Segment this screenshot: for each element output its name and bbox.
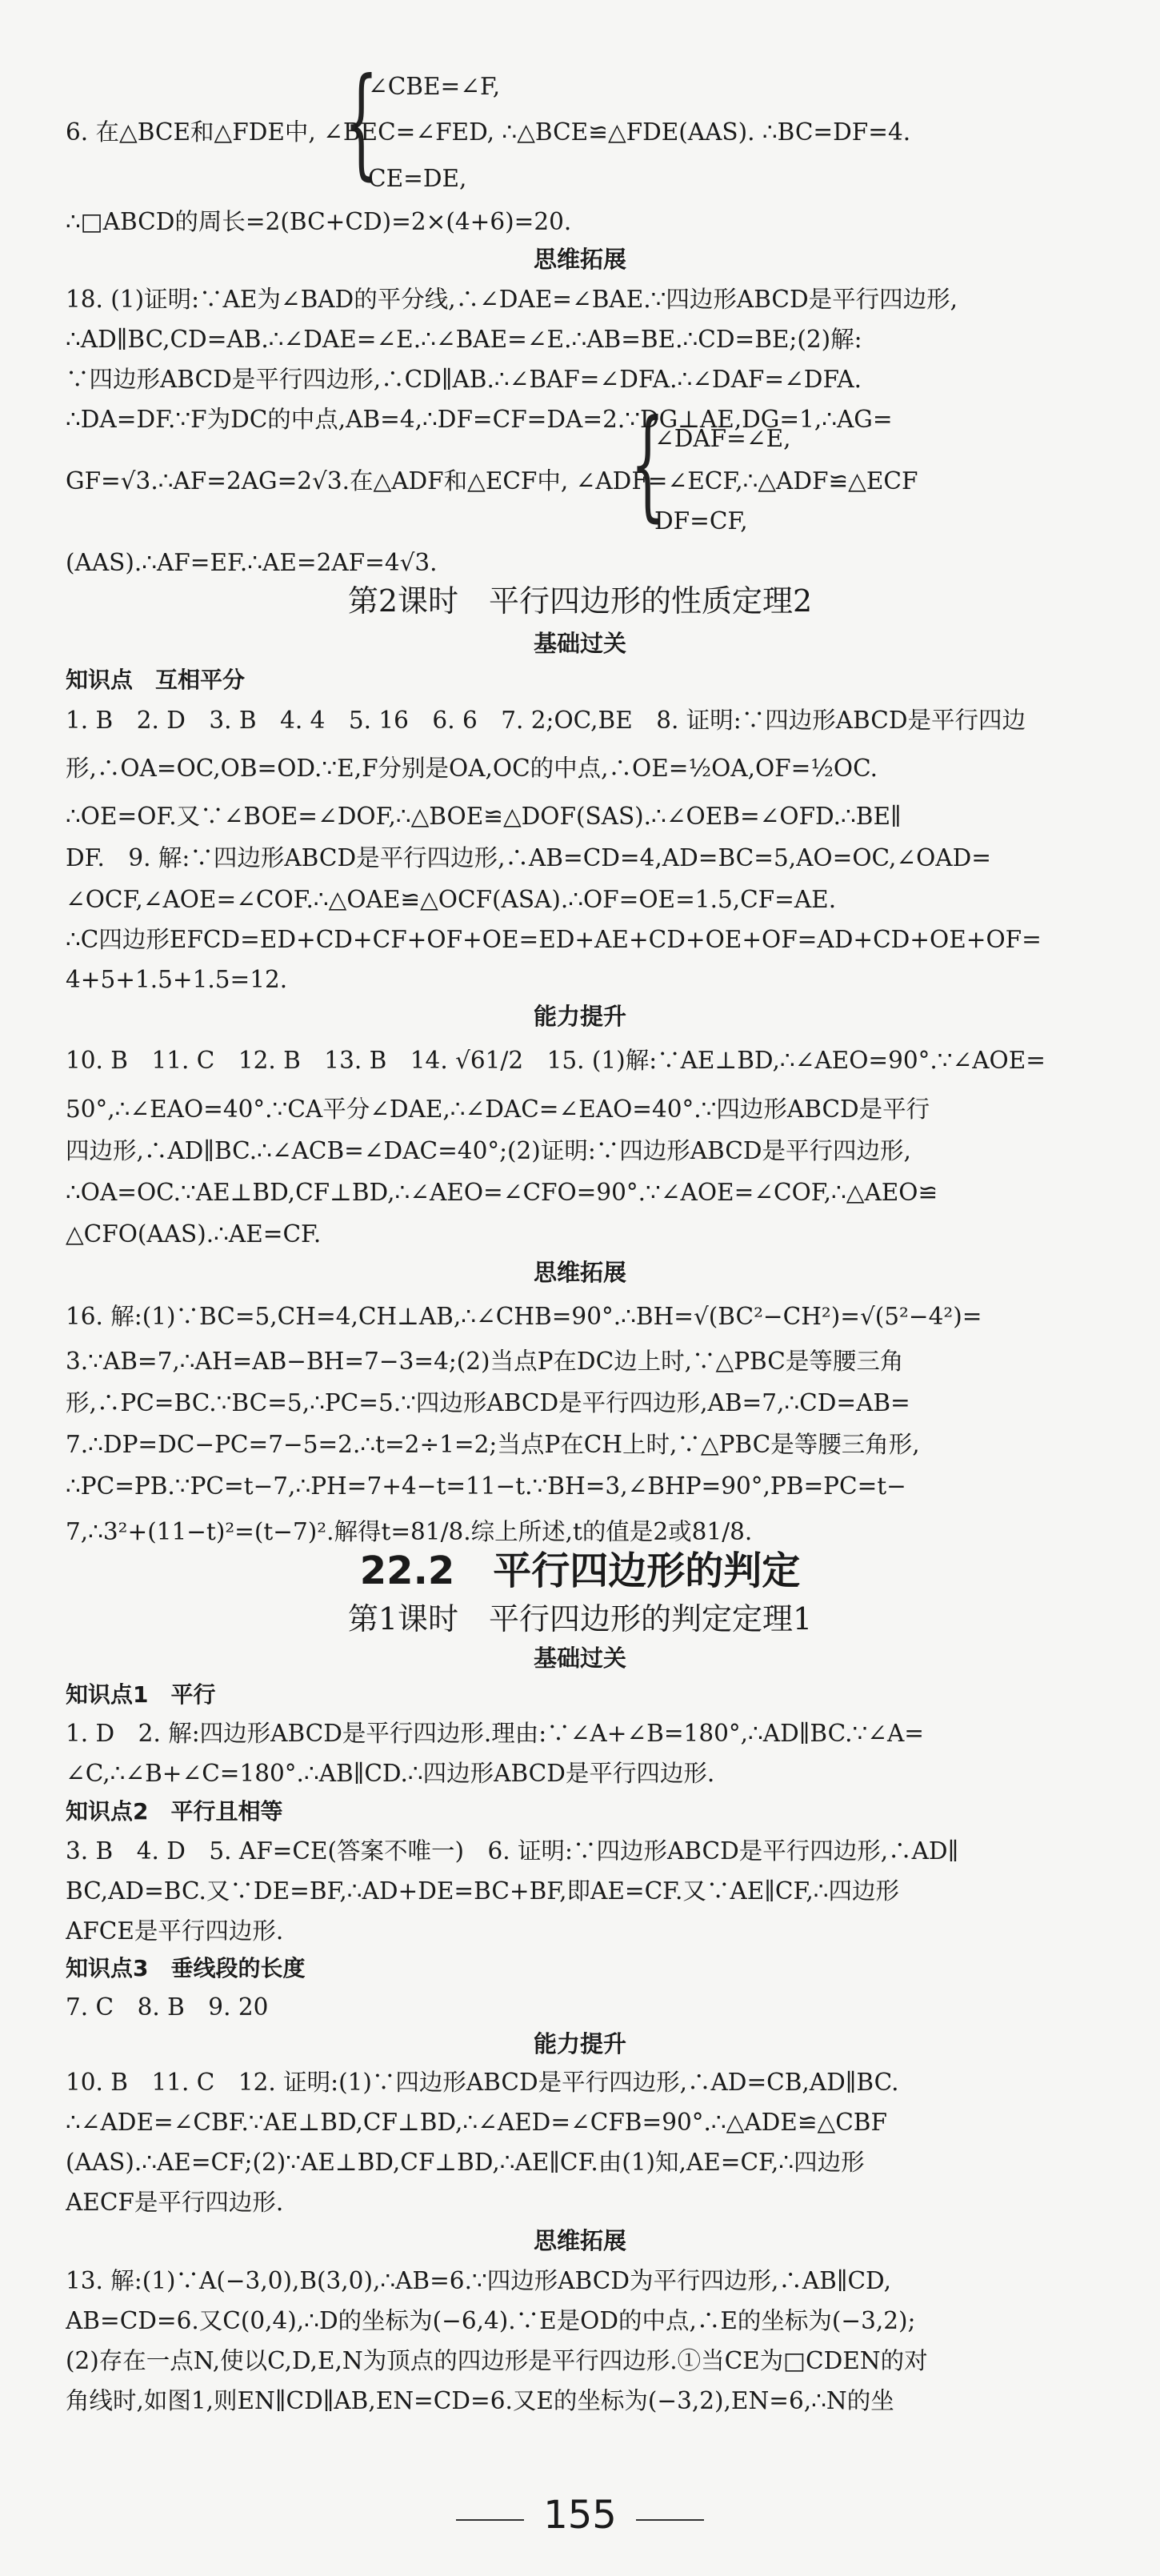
text-line: 10. B 11. C 12. 证明:(1)∵四边形ABCD是平行四边形,∴AD=CB,AD∥BC. — [66, 2069, 899, 2096]
section-heading: 思维拓展 — [533, 1259, 626, 1286]
text-line: 7. C 8. B 9. 20 — [66, 1993, 269, 2021]
text-line: ∠C,∴∠B+∠C=180°.∴AB∥CD.∴四边形ABCD是平行四边形. — [66, 1760, 715, 1787]
text-line: (AAS).∴AE=CF;(2)∵AE⊥BD,CF⊥BD,∴AE∥CF.由(1)知,AE=CF,∴四边形 — [66, 2149, 865, 2176]
text-line: 16. 解:(1)∵BC=5,CH=4,CH⊥AB,∴∠CHB=90°.∴BH=√(BC²−CH²)=√(5²−4²)= — [66, 1303, 982, 1330]
text-line: 10. B 11. C 12. B 13. B 14. √61/2 15. (1)解:∵AE⊥BD,∴∠AEO=90°.∵∠AOE= — [66, 1047, 1046, 1074]
text-line: ∴C四边形EFCD=ED+CD+CF+OF+OE=ED+AE+CD+OE+OF=AD+CD+OE+OF= — [66, 926, 1042, 953]
text-line: 1. D 2. 解:四边形ABCD是平行四边形.理由:∵∠A+∠B=180°,∴AD∥BC.∵∠A= — [66, 1720, 924, 1747]
text-line: DF=CF, — [654, 507, 748, 535]
chapter-title: 22.2 平行四边形的判定 — [359, 1548, 801, 1593]
text-line: AB=CD=6.又C(0,4),∴D的坐标为(−6,4).∵E是OD的中点,∴E的坐标为(−3,2); — [66, 2307, 916, 2334]
text-line: 13. 解:(1)∵A(−3,0),B(3,0),∴AB=6.∵四边形ABCD为平行四边形,∴AB∥CD, — [66, 2267, 892, 2294]
lesson-title: 第1课时 平行四边形的判定定理1 — [347, 1601, 813, 1637]
knowledge-point: 知识点3 垂线段的长度 — [66, 1955, 306, 1981]
section-heading: 思维拓展 — [533, 246, 626, 273]
text-line: ∠CBE=∠F, — [368, 73, 501, 100]
section-heading: 思维拓展 — [533, 2227, 626, 2254]
text-line: ∴DA=DF.∵F为DC的中点,AB=4,∴DF=CF=DA=2.∵DG⊥AE,DG=1,∴AG= — [66, 406, 893, 433]
section-heading: 能力提升 — [533, 2030, 626, 2057]
text-line: 形,∴PC=BC.∵BC=5,∴PC=5.∵四边形ABCD是平行四边形,AB=7,∴CD=AB= — [66, 1389, 910, 1416]
knowledge-point: 知识点1 平行 — [66, 1681, 216, 1708]
text-line: ∴∠ADE=∠CBF.∵AE⊥BD,CF⊥BD,∴∠AED=∠CFB=90°.∴△ADE≌△CBF — [66, 2109, 887, 2136]
text-line: △CFO(AAS).∴AE=CF. — [66, 1220, 322, 1248]
text-line: 7.∴DP=DC−PC=7−5=2.∴t=2÷1=2;当点P在CH上时,∵△PBC是等腰三角形, — [66, 1431, 920, 1458]
text-line: ∠DAF=∠E, — [654, 425, 791, 452]
text-line: (2)存在一点N,使以C,D,E,N为顶点的四边形是平行四边形.①当CE为□CDEN的对 — [66, 2347, 928, 2374]
text-line: 3.∵AB=7,∴AH=AB−BH=7−3=4;(2)当点P在DC边上时,∵△PBC是等腰三角 — [66, 1348, 904, 1375]
text-line: 四边形,∴AD∥BC.∴∠ACB=∠DAC=40°;(2)证明:∵四边形ABCD是平行四边形, — [66, 1137, 911, 1164]
text-line: 50°,∴∠EAO=40°.∵CA平分∠DAE,∴∠DAC=∠EAO=40°.∵四边形ABCD是平行 — [66, 1096, 930, 1123]
section-heading: 基础过关 — [533, 1645, 626, 1672]
text-line: ∴OA=OC.∵AE⊥BD,CF⊥BD,∴∠AEO=∠CFO=90°.∵∠AOE=∠COF,∴△AEO≌ — [66, 1179, 938, 1206]
lesson-title: 第2课时 平行四边形的性质定理2 — [347, 583, 813, 619]
text-line: ∵四边形ABCD是平行四边形,∴CD∥AB.∴∠BAF=∠DFA.∴∠DAF=∠DFA. — [66, 366, 862, 393]
text-line: GF=√3.∴AF=2AG=2√3.在△ADF和△ECF中, ∠ADF=∠ECF,∴△ADF≌△ECF — [66, 467, 918, 495]
page-number-rule-right — [636, 2519, 704, 2521]
section-heading: 基础过关 — [533, 630, 626, 657]
page-number: 155 — [543, 2493, 617, 2538]
text-line: AECF是平行四边形. — [66, 2189, 284, 2216]
text-line: DF. 9. 解:∵四边形ABCD是平行四边形,∴AB=CD=4,AD=BC=5,AO=OC,∠OAD= — [66, 844, 991, 871]
knowledge-point: 知识点2 平行且相等 — [66, 1798, 283, 1825]
text-line: 4+5+1.5+1.5=12. — [66, 966, 288, 993]
brace-system-1: { — [344, 53, 378, 192]
text-line: ∴OE=OF.又∵∠BOE=∠DOF,∴△BOE≌△DOF(SAS).∴∠OEB=∠OFD.∴BE∥ — [66, 803, 902, 830]
text-line: 1. B 2. D 3. B 4. 4 5. 16 6. 6 7. 2;OC,BE 8. 证明:∵四边形ABCD是平行四边 — [66, 707, 1026, 734]
text-line: AFCE是平行四边形. — [66, 1917, 284, 1945]
section-heading: 能力提升 — [533, 1003, 626, 1030]
text-line: ∴PC=PB.∵PC=t−7,∴PH=7+4−t=11−t.∵BH=3,∠BHP=90°,PB=PC=t− — [66, 1472, 906, 1500]
text-line: CE=DE, — [368, 165, 467, 192]
text-line: ∠OCF,∠AOE=∠COF.∴△OAE≌△OCF(ASA).∴OF=OE=1.5,CF=AE. — [66, 886, 837, 913]
text-line: 7,∴3²+(11−t)²=(t−7)².解得t=81/8.综上所述,t的值是2或81/8. — [66, 1518, 753, 1545]
text-line: ∴□ABCD的周长=2(BC+CD)=2×(4+6)=20. — [66, 208, 572, 235]
text-line: 形,∴OA=OC,OB=OD.∵E,F分别是OA,OC的中点,∴OE=½OA,OF=½OC. — [66, 755, 878, 782]
text-line: 6. 在△BCE和△FDE中, ∠BEC=∠FED, ∴△BCE≌△FDE(AAS). ∴BC=DF=4. — [66, 118, 911, 146]
text-line: BC,AD=BC.又∵DE=BF,∴AD+DE=BC+BF,即AE=CF.又∵AE∥CF,∴四边形 — [66, 1877, 899, 1905]
knowledge-point: 知识点 互相平分 — [66, 667, 246, 693]
text-line: (AAS).∴AF=EF.∴AE=2AF=4√3. — [66, 549, 438, 576]
text-line: ∴AD∥BC,CD=AB.∴∠DAE=∠E.∴∠BAE=∠E.∴AB=BE.∴CD=BE;(2)解: — [66, 326, 862, 353]
brace-system-2: { — [630, 395, 665, 534]
text-line: 角线时,如图1,则EN∥CD∥AB,EN=CD=6.又E的坐标为(−3,2),EN=6,∴N的坐 — [66, 2387, 894, 2414]
text-line: 18. (1)证明:∵AE为∠BAD的平分线,∴∠DAE=∠BAE.∵四边形ABCD是平行四边形, — [66, 286, 958, 313]
text-line: 3. B 4. D 5. AF=CE(答案不唯一) 6. 证明:∵四边形ABCD是平行四边形,∴AD∥ — [66, 1837, 959, 1865]
